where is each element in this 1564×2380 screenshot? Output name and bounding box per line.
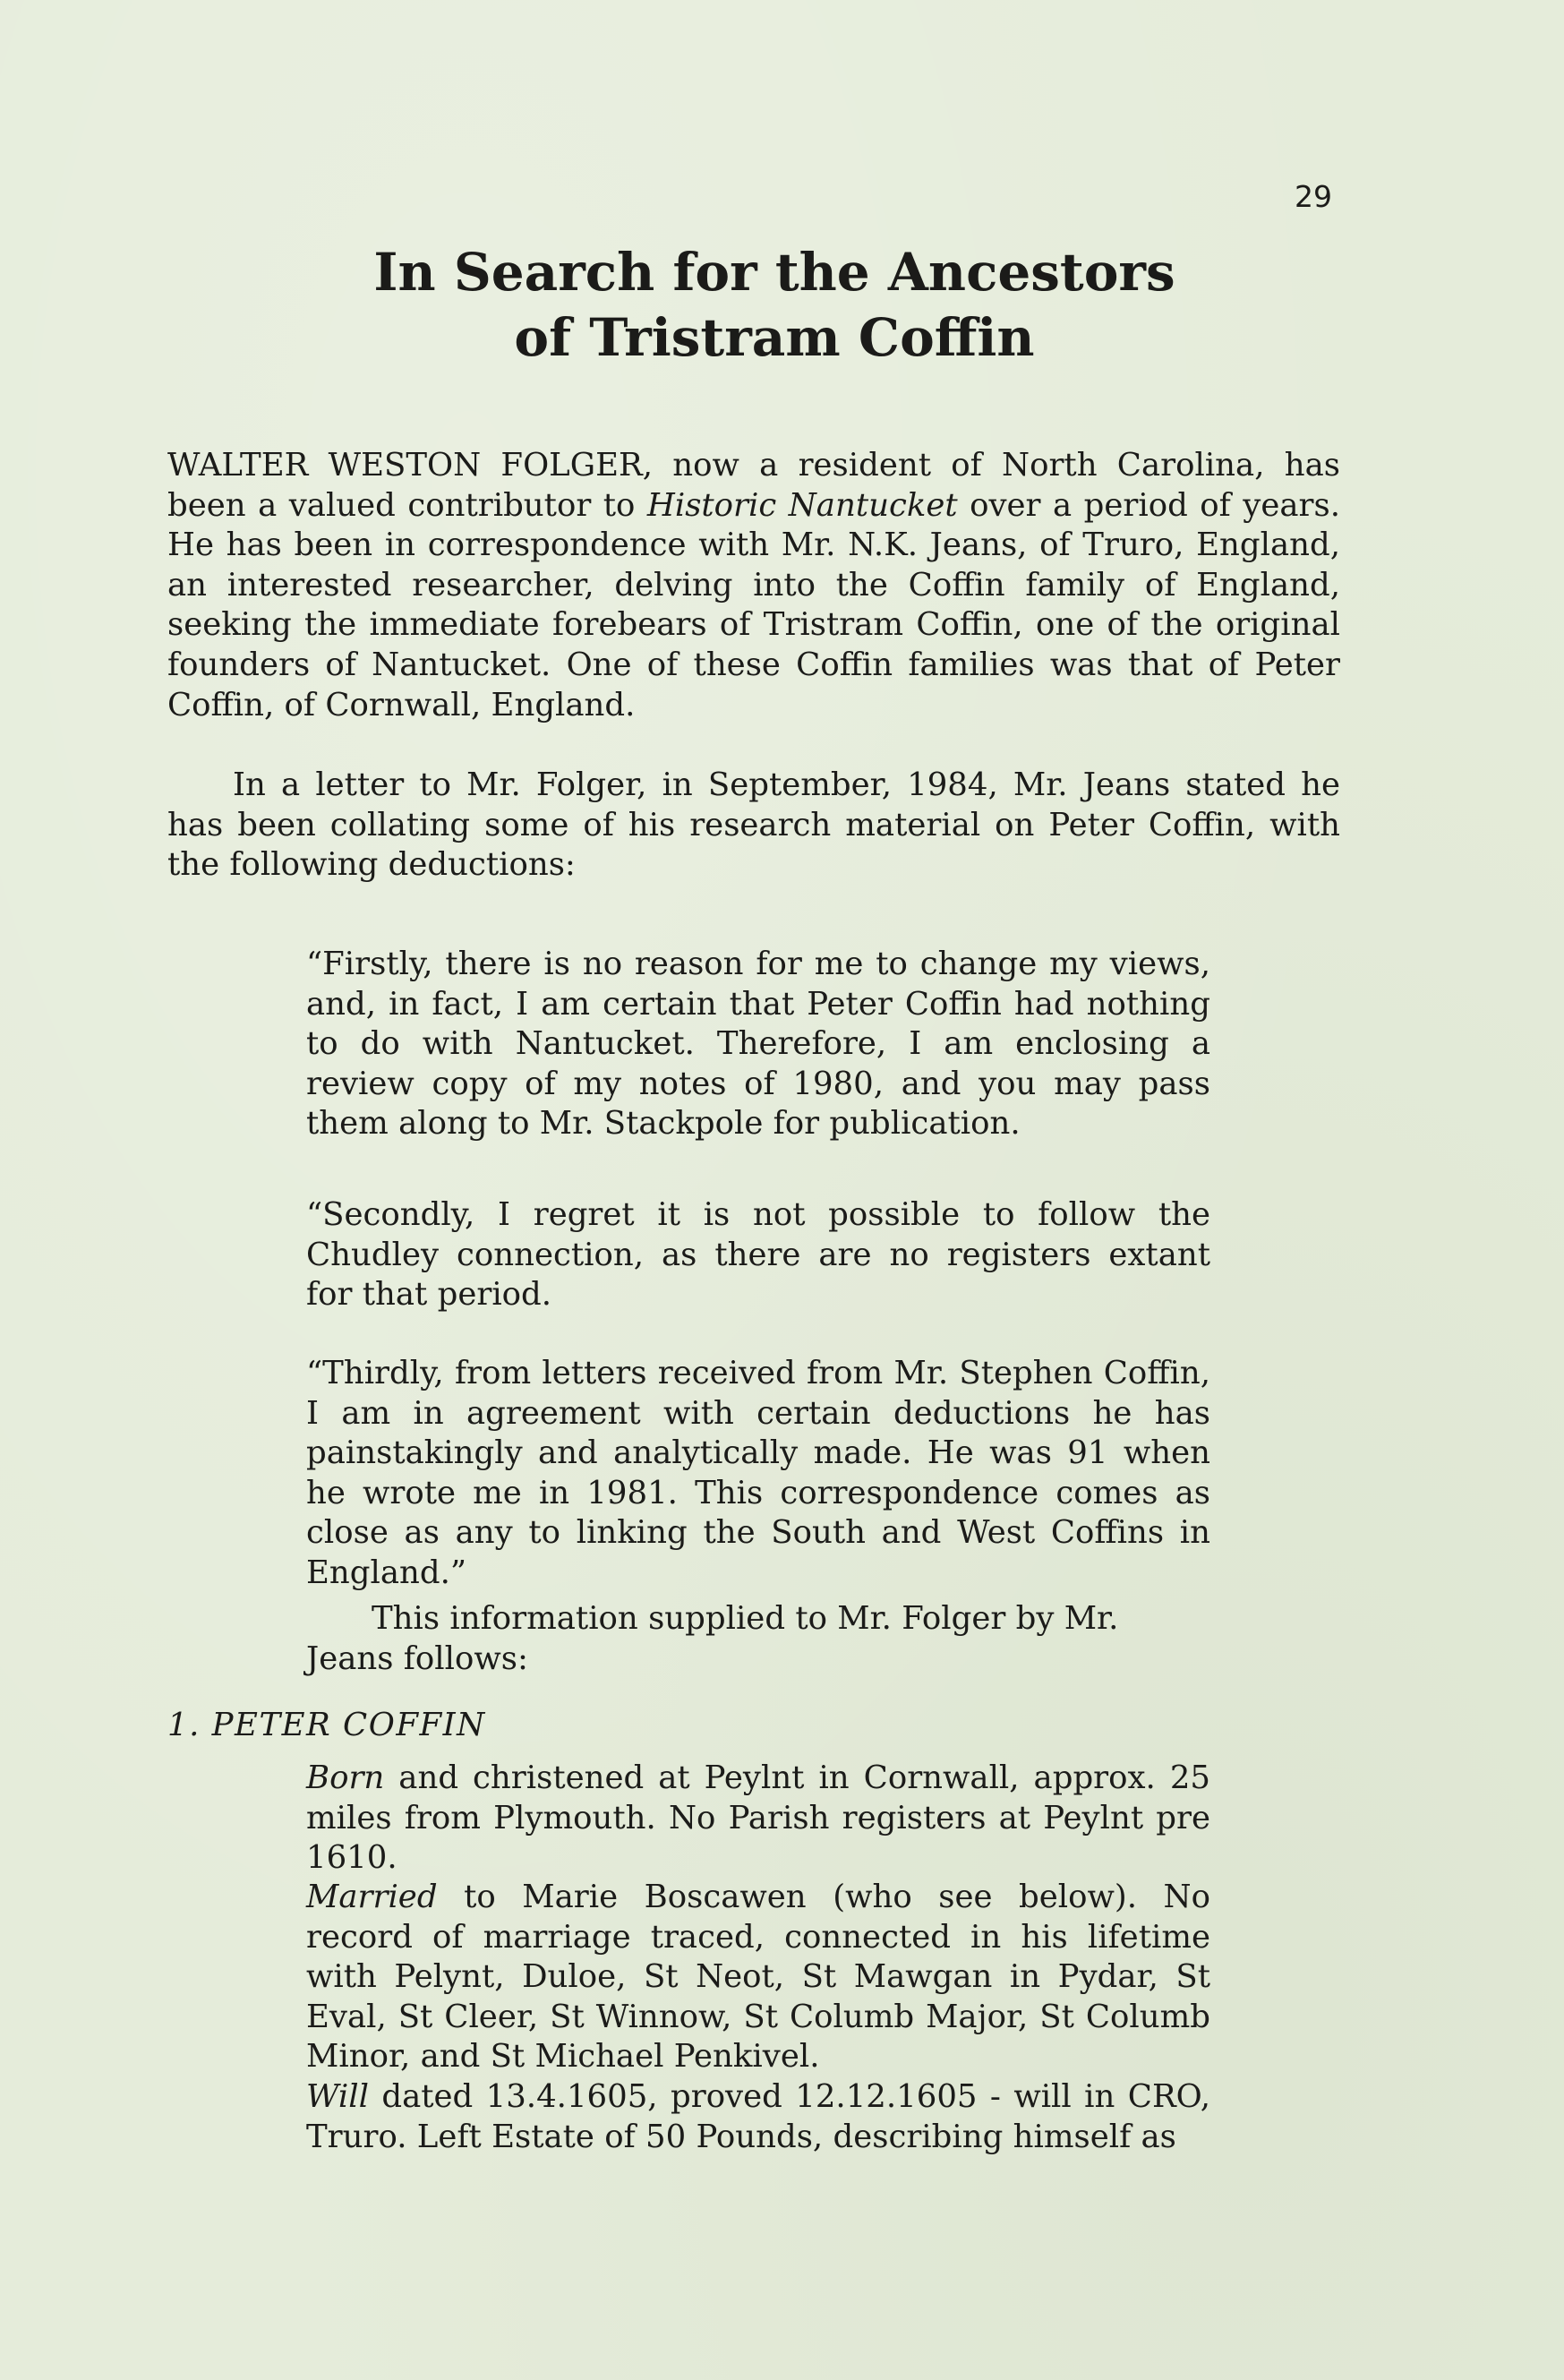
intro-paragraph xyxy=(167,446,1340,725)
section-heading: 1. PETER COFFIN xyxy=(167,1707,486,1743)
intro-text-end: over a period of years. He has been in correspondence with Mr. N.K. Jeans, of Truro, England, an interested researcher, delving into the Coffin family of England, seeking the immediate forebears of Tristram Coffin, one of the original founders of Nantucket. One of these Coffin families was that of Peter Coffin, of Cornwall, England. xyxy=(167,486,1340,723)
intro-text-start: WALTER WESTON FOLGER, now a resident of North Carolina, has been a valued contributor to xyxy=(167,447,1340,524)
entry-born xyxy=(306,1759,1210,1879)
quote-firstly: “Firstly, there is no reason for me to change my views, and, in fact, I am certain that Peter Coffin had nothing to do with Nantucket. Therefore, I am enclosing a review copy of my notes of 1980, and you may pass them along to Mr. Stackpole for publication. xyxy=(306,946,1210,1143)
entry-term: Will xyxy=(306,2078,369,2115)
entry-married xyxy=(306,1878,1210,2077)
followup-line-1: This information supplied to Mr. Folger by Mr. xyxy=(372,1600,1119,1637)
followup-paragraph xyxy=(306,1599,1210,1679)
article-title-line-1: In Search for the Ancestors xyxy=(373,242,1175,303)
page-number: 29 xyxy=(1295,179,1332,214)
quote-secondly: “Secondly, I regret it is not possible to follow the Chudley connection, as there are no registers extant for that period. xyxy=(306,1196,1210,1314)
entry-text: dated 13.4.1605, proved 12.12.1605 - will in CRO, Truro. Left Estate of 50 Pounds, describing himself as xyxy=(306,2078,1210,2155)
letter-paragraph: In a letter to Mr. Folger, in September, 1984, Mr. Jeans stated he has been collating some of his research material on Peter Coffin, with the following deductions: xyxy=(167,766,1340,884)
entry-term: Born xyxy=(306,1759,385,1796)
article-title-line-2: of Tristram Coffin xyxy=(514,307,1035,368)
article-title xyxy=(269,240,1280,371)
quote-thirdly: “Thirdly, from letters received from Mr. Stephen Coffin, I am in agreement with certain deductions he has painstakingly and analytically made. He was 91 when he wrote me in 1981. This correspondence comes as close as any to linking the South and West Coffins in England.” xyxy=(306,1355,1210,1591)
followup-line-2: Jeans follows: xyxy=(306,1639,528,1677)
entry-term: Married xyxy=(306,1879,438,1915)
entry-text: to Marie Boscawen (who see below). No record of marriage traced, connected in his lifetime with Pelynt, Duloe, St Neot, St Mawgan in Pydar, St Eval, St Cleer, St Winnow, St Columb Major, St Columb Minor, and St Michael Penkivel. xyxy=(306,1879,1210,2076)
publication-name: Historic Nantucket xyxy=(646,486,958,524)
entry-text: and christened at Peylnt in Cornwall, approx. 25 miles from Plymouth. No Parish registers at Peylnt pre 1610. xyxy=(306,1759,1210,1877)
entry-will xyxy=(306,2077,1210,2157)
